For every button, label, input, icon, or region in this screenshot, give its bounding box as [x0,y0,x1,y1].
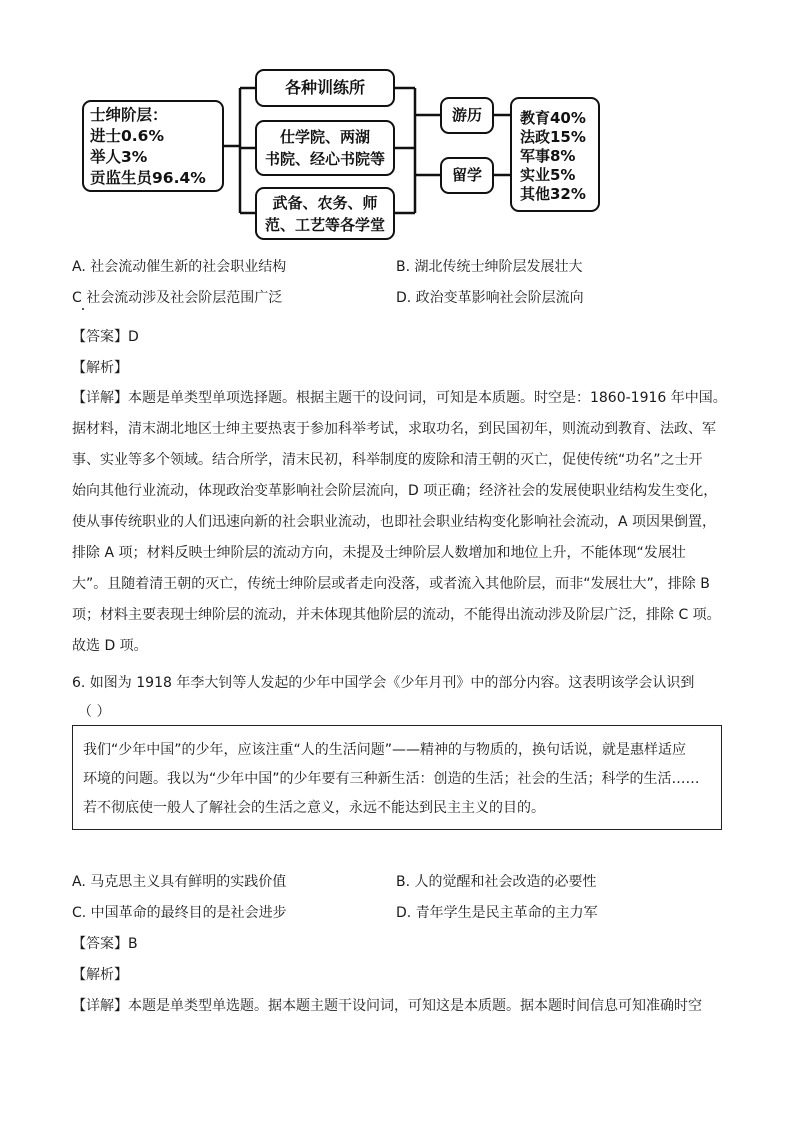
destination-item: 其他32% [520,185,586,203]
q6-option-c: C. 中国革命的最终目的是社会进步 [72,905,287,921]
q5-detail-line: 排除 A 项；材料反映士绅阶层的流动方向，未提及士绅阶层人数增加和地位上升，不能体现“发展壮 [72,545,686,561]
destination-item: 实业5% [520,166,576,184]
q6-quote-line: 环境的问题。我以为“少年中国”的少年要有三种新生活：创造的生活；社会的生活；科学的生活…… [83,771,700,787]
q5-option-b: B. 湖北传统士绅阶层发展壮大 [396,259,583,275]
q5-option-d: D. 政治变革影响社会阶层流向 [396,290,584,306]
training-label: 各种训练所 [284,78,365,97]
gentry-item: 贡监生员96.4% [90,169,206,187]
q5-analysis-heading: 【解析】 [72,360,128,376]
q5-option-a: A. 社会流动催生新的社会职业结构 [72,259,287,275]
destinations-box [510,97,600,212]
social-mobility-diagram [70,62,610,247]
destination-item: 法政15% [520,128,586,146]
q6-quote-box [72,725,722,830]
vocational-box [255,187,395,240]
gentry-box [82,100,224,192]
q5-detail [72,383,732,662]
q5-detail-line: 大”。且随着清王朝的灭亡，传统士绅阶层或者走向没落，或者流入其他阶层，而非“发展壮大”，排除 B [72,576,710,592]
q5-detail-line: 事、实业等多个领域。结合所学，清末民初，科举制度的废除和清王朝的灭亡，促使传统“功名”之士开 [72,452,703,468]
abroad-label: 留学 [451,166,482,184]
q5-detail-line: 使从事传统职业的人们迅速向新的社会职业流动，也即社会职业结构变化影响社会流动，A 项因果倒置， [72,514,717,530]
q6-option-b: B. 人的觉醒和社会改造的必要性 [396,874,597,890]
q5-answer: 【答案】D [72,329,139,345]
schools-line: 书院、经心书院等 [264,150,385,168]
q5-detail-line: 故选 D 项。 [72,638,148,654]
q6-analysis-heading: 【解析】 [72,967,128,983]
q6-quote-line: 若不彻底使一般人了解社会的生活之意义，永远不能达到民主主义的目的。 [83,800,545,816]
q5-detail-line: 项；材料主要表现士绅阶层的流动，并未体现其他阶层的流动，不能得出流动涉及阶层广泛，排除 C 项。 [72,607,721,623]
schools-box [255,120,395,176]
vocational-line: 范、工艺等各学堂 [264,216,385,234]
q6-detail: 【详解】本题是单类型单选题。据本题主题干设问词，可知这是本质题。据本题时间信息可知准确时空 [72,998,702,1014]
gentry-title: 士绅阶层： [90,106,168,124]
q5-detail-line: 始向其他行业流动，体现政治变革影响社会阶层流向，D 项正确；经济社会的发展使职业结构发生变化， [72,483,718,499]
q5-detail-line: 据材料，清末湖北地区士绅主要热衷于参加科举考试，求取功名，到民国初年，则流动到教育、法政、军 [72,421,716,437]
vocational-line: 武备、农务、师 [272,194,378,212]
gentry-item: 进士0.6% [90,127,164,145]
q6-blank: （ ） [78,704,111,720]
q6-answer: 【答案】B [72,936,138,952]
q6-stem: 6. 如图为 1918 年李大钊等人发起的少年中国学会《少年月刊》中的部分内容。这表明该学会认识到 [72,675,695,691]
training-box [255,69,395,107]
destination-item: 教育40% [520,109,586,127]
q6-quote-line: 我们“少年中国”的少年，应该注重“人的生活问题”——精神的与物质的，换句话说，就是惠样适应 [83,742,687,758]
stray-dot [82,308,84,310]
abroad-box [440,157,494,194]
travel-label: 游历 [451,106,482,124]
q6-option-a: A. 马克思主义具有鲜明的实践价值 [72,874,287,890]
schools-line: 仕学院、两湖 [279,128,370,146]
q6-option-d: D. 青年学生是民主革命的主力军 [396,905,598,921]
q5-option-c: C 社会流动涉及社会阶层范围广泛 [72,290,283,306]
travel-box [440,97,494,134]
gentry-item: 举人3% [90,148,148,166]
q5-detail-line: 【详解】本题是单类型单项选择题。根据主题干的设问词，可知是本质题。时空是：1860-1916 年中国。 [72,390,727,406]
destination-item: 军事8% [520,147,576,165]
